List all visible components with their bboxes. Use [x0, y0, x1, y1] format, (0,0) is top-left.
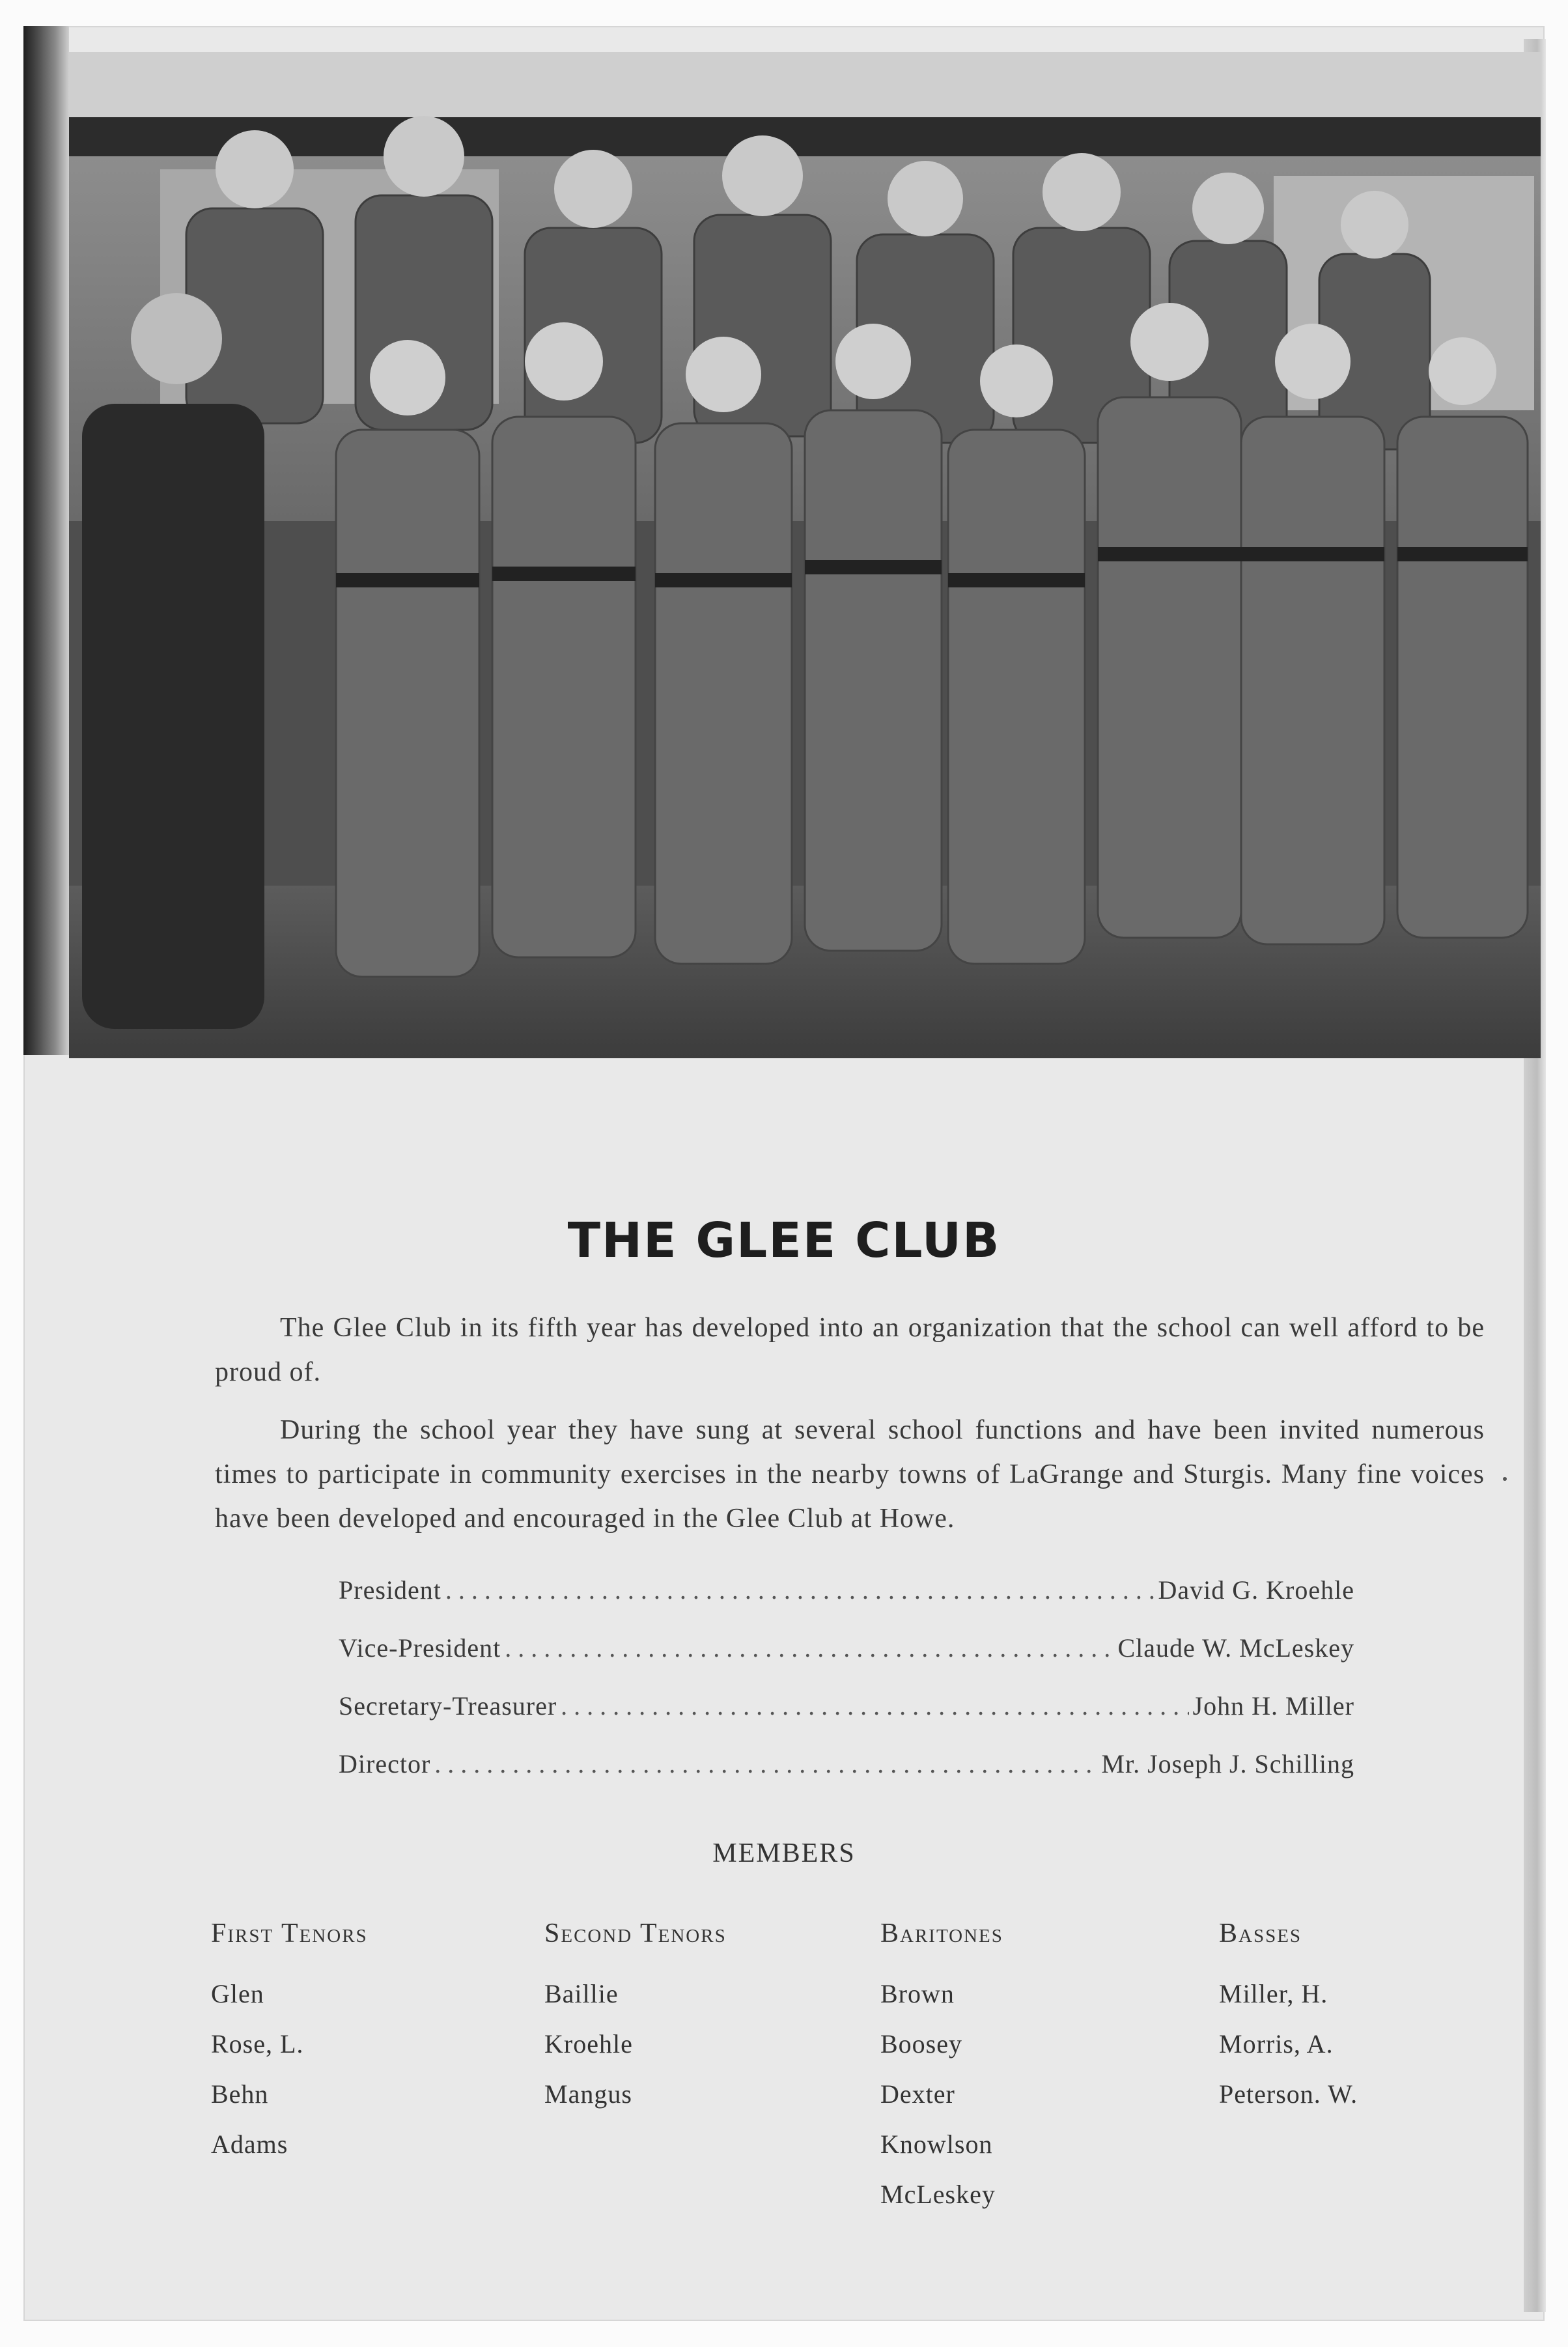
section-heading: Second Tenors	[544, 1918, 727, 1948]
member-name: Glen	[211, 1979, 264, 2008]
officer-role: Secretary-Treasurer	[339, 1691, 557, 1721]
stray-mark	[1503, 1477, 1507, 1481]
section-basses	[1219, 1918, 1358, 2119]
page-binding-shadow	[23, 26, 69, 1055]
section-first-tenors	[211, 1918, 368, 2169]
member-name: Baillie	[544, 1979, 619, 2008]
officer-name: Claude W. McLeskey	[1117, 1633, 1354, 1663]
section-baritones	[880, 1918, 1003, 2219]
officer-row-president	[339, 1575, 1354, 1633]
member-name: Behn	[211, 2079, 269, 2109]
leader-dots	[561, 1691, 1188, 1721]
group-photo	[69, 52, 1541, 1058]
member-name: Rose, L.	[211, 2029, 304, 2059]
group-photo-illustration	[69, 52, 1541, 1058]
member-name: Miller, H.	[1219, 1979, 1328, 2008]
member-name: McLeskey	[880, 2180, 996, 2209]
section-heading: Basses	[1219, 1918, 1302, 1948]
page-title: THE GLEE CLUB	[567, 1213, 1001, 1269]
member-name: Brown	[880, 1979, 955, 2008]
section-heading: First Tenors	[211, 1918, 368, 1948]
officers-list	[339, 1575, 1354, 1806]
officer-row-secretary-treasurer	[339, 1691, 1354, 1749]
officer-role: President	[339, 1575, 441, 1605]
member-name: Knowlson	[880, 2129, 993, 2159]
member-name: Adams	[211, 2129, 288, 2159]
member-name: Dexter	[880, 2079, 955, 2109]
officer-name: John H. Miller	[1192, 1691, 1354, 1721]
activities-paragraph: During the school year they have sung at several school functions and have been invited numerous times to participate in community exercises in the nearby towns of LaGrange and Sturgis. Many fine voices have been developed and encouraged in the Glee Club at Howe.	[215, 1415, 1485, 1534]
officer-row-director	[339, 1749, 1354, 1806]
officer-name: Mr. Joseph J. Schilling	[1101, 1749, 1354, 1778]
member-name: Morris, A.	[1219, 2029, 1334, 2059]
leader-dots	[434, 1749, 1097, 1779]
section-heading: Baritones	[880, 1918, 1003, 1948]
member-name: Mangus	[544, 2079, 632, 2109]
intro-paragraph: The Glee Club in its fifth year has developed into an organization that the school can well afford to be proud of.	[215, 1313, 1485, 1387]
leader-dots	[505, 1633, 1113, 1663]
member-name: Boosey	[880, 2029, 962, 2059]
officer-role: Vice-President	[339, 1633, 501, 1663]
officer-row-vice-president	[339, 1633, 1354, 1691]
officer-name: David G. Kroehle	[1158, 1575, 1354, 1605]
section-second-tenors	[544, 1918, 727, 2119]
member-name: Kroehle	[544, 2029, 633, 2059]
members-heading: MEMBERS	[712, 1838, 856, 1868]
officer-role: Director	[339, 1749, 431, 1778]
leader-dots	[445, 1575, 1155, 1605]
member-name: Peterson. W.	[1219, 2079, 1358, 2109]
